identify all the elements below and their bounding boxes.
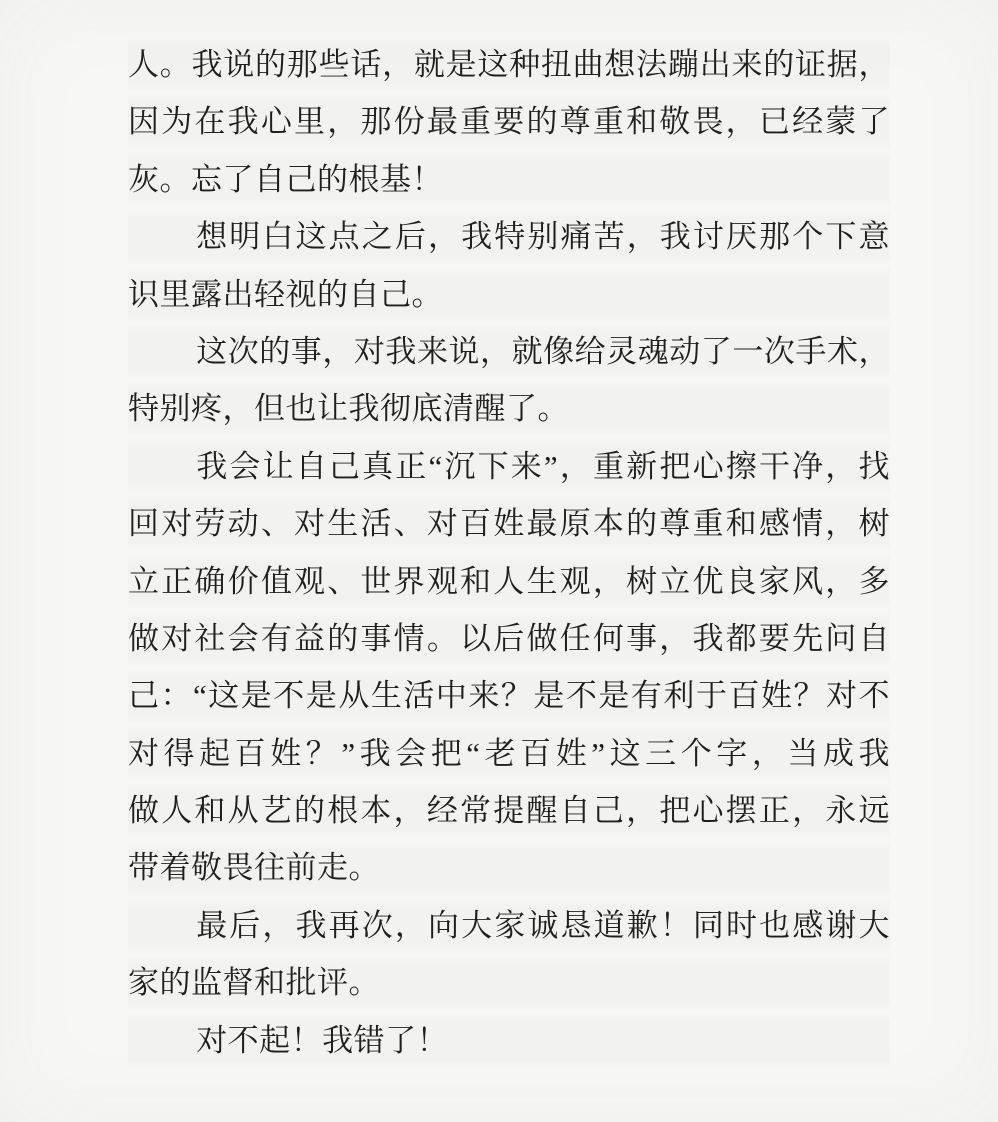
- text-line: 对不起！我错了！: [196, 1022, 449, 1058]
- text-line: 识里露出轻视的自己。: [128, 276, 443, 312]
- text-line: 带着敬畏往前走。: [128, 850, 380, 886]
- text-line: 立正确价值观、世界观和人生观，树立优良家风，多: [128, 563, 890, 599]
- text-line: 对得起百姓？”我会把“老百姓”这三个字，当成我: [128, 735, 890, 771]
- text-line: 人。我说的那些话，就是这种扭曲想法蹦出来的证据，: [128, 47, 890, 82]
- text-line: 这次的事，对我来说，就像给灵魂动了一次手术，: [196, 333, 890, 369]
- text-line: 想明白这点之后，我特别痛苦，我讨厌那个下意: [196, 219, 890, 255]
- text-line: 我会让自己真正“沉下来”，重新把心擦干净，找: [196, 448, 890, 484]
- text-line: 做对社会有益的事情。以后做任何事，我都要先问自: [128, 620, 890, 656]
- text-line: 因为在我心里，那份最重要的尊重和敬畏，已经蒙了: [128, 104, 890, 140]
- letter-text: [128, 36, 890, 1069]
- text-line: 做人和从艺的根本，经常提醒自己，把心摆正，永远: [128, 793, 890, 829]
- text-line: 灰。忘了自己的根基！: [128, 161, 443, 197]
- text-line: 最后，我再次，向大家诚恳道歉！同时也感谢大: [196, 907, 890, 943]
- text-line: 家的监督和批评。: [128, 965, 380, 1001]
- text-line: 回对劳动、对生活、对百姓最原本的尊重和感情，树: [128, 506, 890, 542]
- text-line: 特别疼，但也让我彻底清醒了。: [128, 391, 569, 427]
- text-line: 己：“这是不是从生活中来？是不是有利于百姓？对不: [128, 678, 890, 714]
